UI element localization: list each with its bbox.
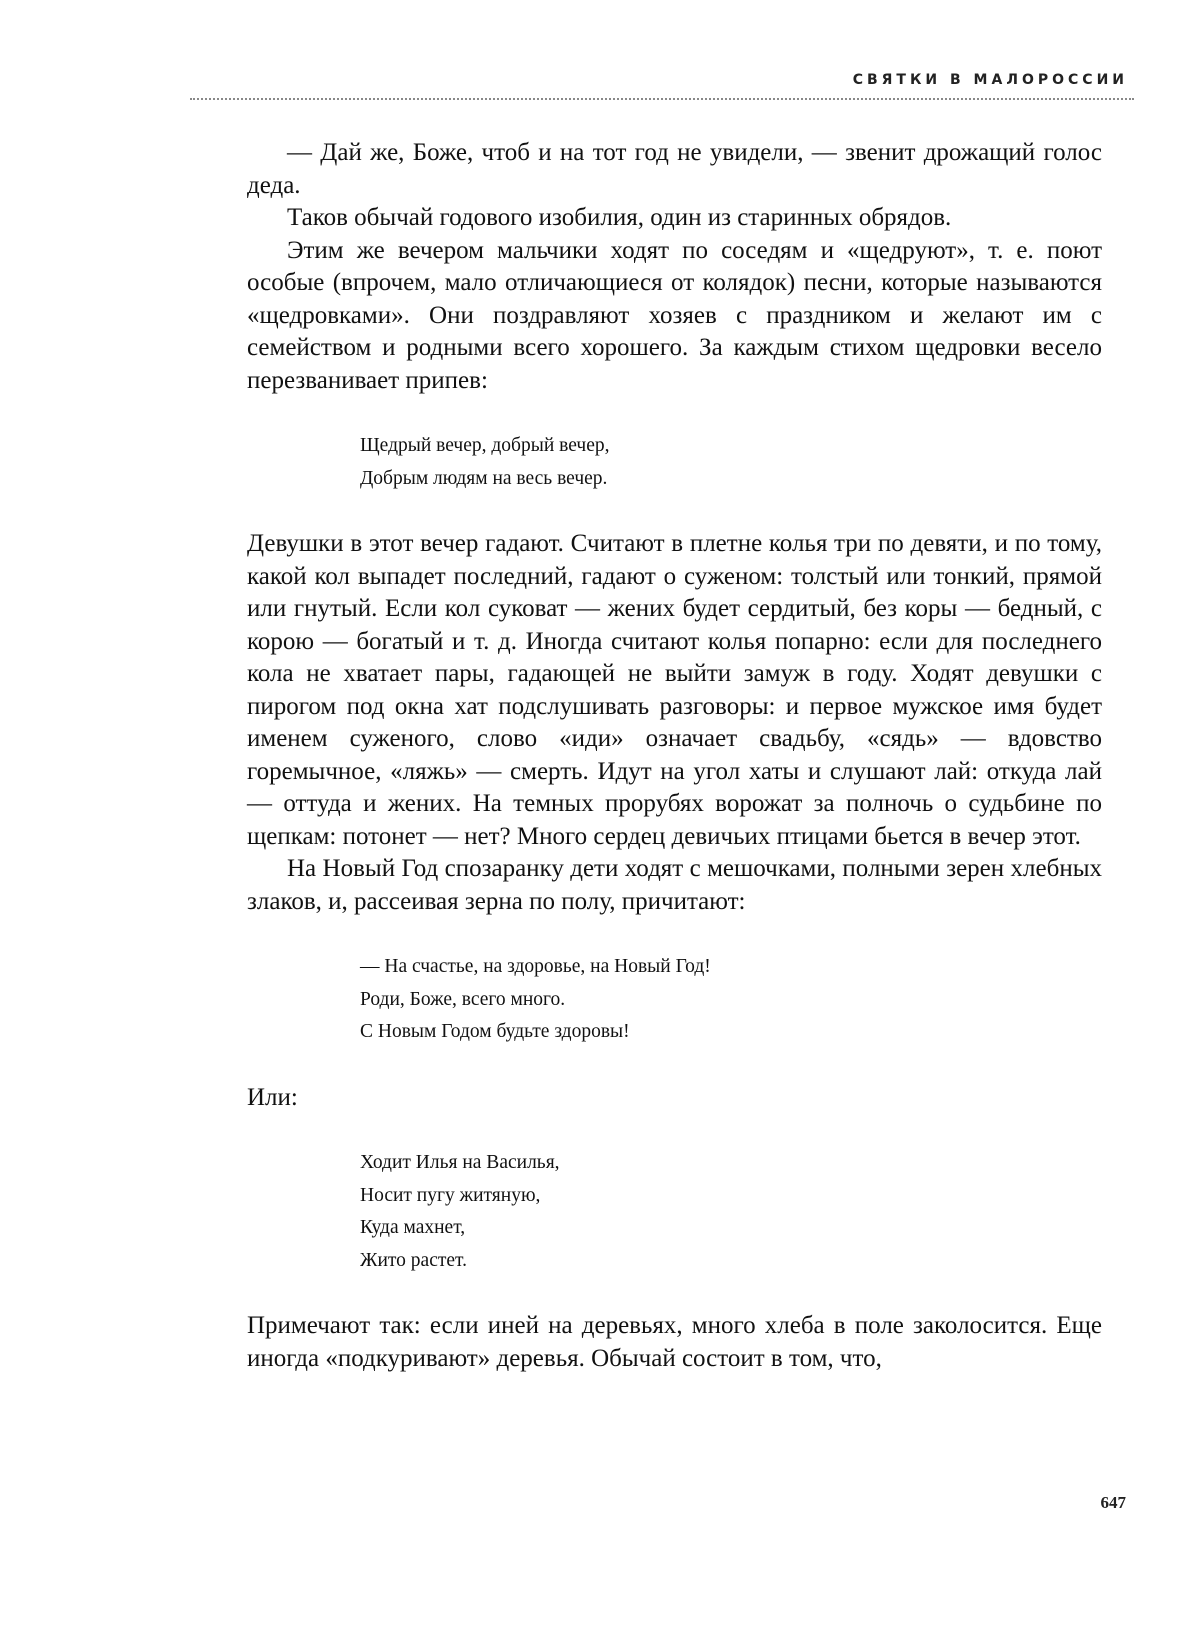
verse-line: — На счастье, на здоровье, на Новый Год! — [360, 956, 711, 977]
paragraph: Девушки в этот вечер гадают. Считают в плетне колья три по девяти, и по тому, какой кол выпадет последний, гадают о суженом: толстый или тонкий, прямой или гнутый. Если кол суковат — жених будет сердитый, без коры — бедный, с корою — богатый и т. д. Иногда считают колья попарно: если для последнего кола не хватает пары, гадающей не выйти замуж в году. Ходят девушки с пирогом под окна хат подслушивать разговоры: и первое мужское имя будет именем суженого, слово «иди» означает свадьбу, «сядь» — вдовство горемычное, «ляжь» — смерть. Идут на угол хаты и слушают лай: откуда лай — оттуда и жених. На темных прорубях ворожат за полночь о судьбине по щепкам: потонет — нет? Много сердец девичьих птицами бьется в вечер этот. — [247, 530, 1102, 850]
verse-line: Носит пугу житяную, — [360, 1184, 541, 1206]
verse-line: Жито растет. — [360, 1249, 467, 1271]
paragraph-ili: Или: — [247, 1083, 298, 1111]
verse-line: С Новым Годом будьте здоровы! — [360, 1021, 630, 1042]
verse-line: Куда махнет, — [360, 1217, 466, 1238]
verse-line: Щедрый вечер, добрый вечер, — [360, 435, 610, 456]
running-head: СВЯТКИ В МАЛОРОССИИ — [852, 72, 1128, 88]
verse-block — [360, 1147, 1102, 1277]
header-rule — [190, 98, 1134, 100]
paragraph: — Дай же, Боже, чтоб и на тот год не увидели, — звенит дрожащий голос деда. — [247, 139, 1102, 199]
verse-block — [360, 951, 1102, 1049]
verse-line: Добрым людям на весь вечер. — [360, 467, 608, 489]
paragraph: Этим же вечером мальчики ходят по соседям и «щедруют», т. е. поют особые (впрочем, мало отличающиеся от колядок) песни, которые называются «щедровками». Они поздравляют хозяев с праздником и желают им с семейством и родными всего хорошего. За каждым стихом щедровки весело перезванивает припев: — [247, 236, 1102, 394]
page-number: 647 — [1100, 1493, 1126, 1512]
verse-block — [360, 430, 1102, 495]
paragraph: На Новый Год спозаранку дети ходят с мешочками, полными зерен хлебных злаков, и, рассеивая зерна по полу, причитают: — [247, 855, 1102, 915]
paragraph: Таков обычай годового изобилия, один из старинных обрядов. — [287, 204, 952, 231]
verse-line: Роди, Боже, всего много. — [360, 988, 566, 1010]
body-text — [247, 137, 1102, 1375]
paragraph: Примечают так: если иней на деревьях, много хлеба в поле заколосится. Еще иногда «подкуривают» деревья. Обычай состоит в том, что, — [247, 1312, 1102, 1372]
verse-line: Ходит Илья на Василья, — [360, 1152, 560, 1173]
